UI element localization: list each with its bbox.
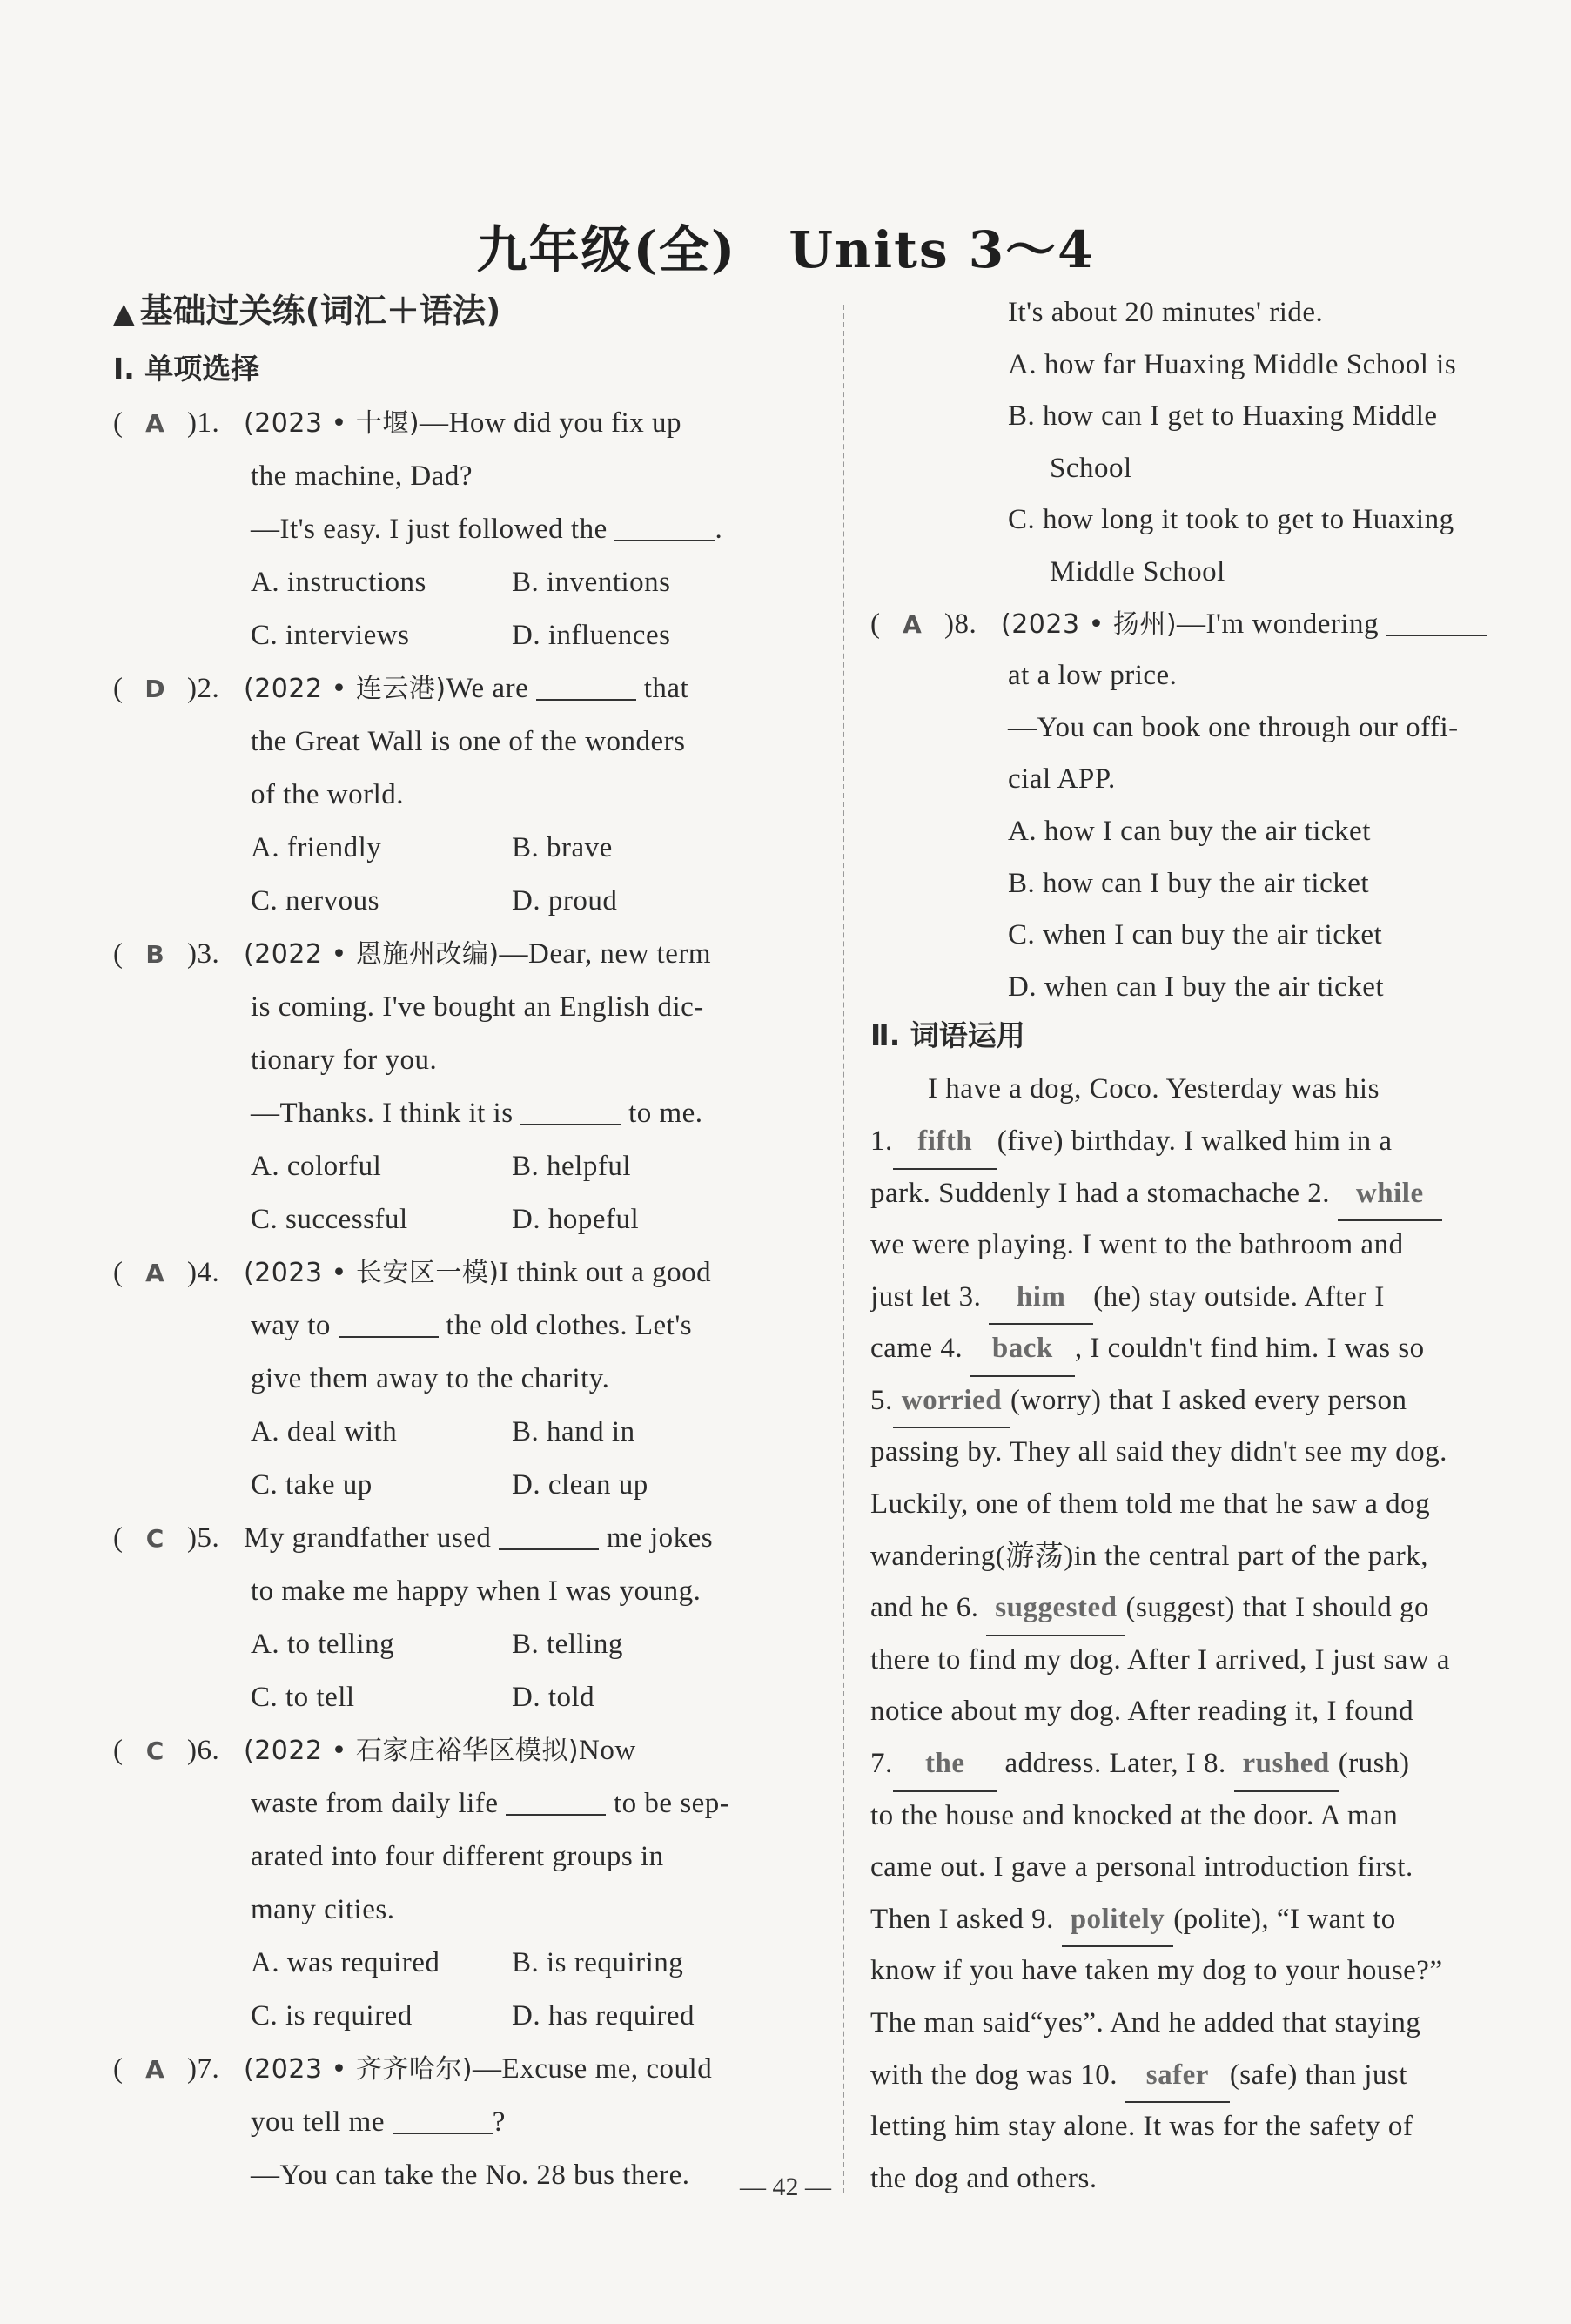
option-d: D. told xyxy=(512,1682,595,1713)
question-text: —Thanks. I think it is xyxy=(251,1098,514,1129)
left-column xyxy=(113,287,809,2202)
question-text: —It's easy. I just followed the xyxy=(251,514,608,545)
option-d: D. clean up xyxy=(512,1469,648,1501)
answer-bracket: ( B )3. xyxy=(113,928,244,981)
question-text: —Excuse me, could xyxy=(473,2053,713,2085)
answer-bracket: ( A )8. xyxy=(870,599,1001,651)
question-3 xyxy=(113,928,809,1246)
question-8 xyxy=(870,599,1558,1014)
question-number: 5. xyxy=(197,1522,220,1554)
passage-line: 1. fifth (five) birthday. I walked him in a xyxy=(870,1116,1558,1168)
passage-line: there to find my dog. After I arrived, I just saw a xyxy=(870,1643,1451,1676)
question-text: cial APP. xyxy=(1008,763,1116,796)
passage-line: to the house and knocked at the door. A man xyxy=(870,1799,1399,1831)
question-text: —How did you fix up xyxy=(420,407,682,439)
answer-letter: A xyxy=(903,609,923,639)
answer-letter: C xyxy=(145,1736,164,1765)
option-b: B. helpful xyxy=(512,1151,631,1182)
question-text: at a low price. xyxy=(1008,660,1178,692)
passage-line: and he 6. suggested (suggest) that I should go xyxy=(870,1582,1558,1635)
filled-blank-10: safer xyxy=(1125,2050,1230,2104)
question-text: that xyxy=(643,673,689,704)
answer-bracket: ( C )5. xyxy=(113,1512,244,1565)
filled-blank-4: back xyxy=(970,1323,1075,1377)
question-text: waste from daily life xyxy=(251,1788,499,1819)
answer-blank xyxy=(536,669,636,701)
answer-blank xyxy=(393,2103,493,2134)
passage-line: park. Suddenly I had a stomachache 2. while xyxy=(870,1168,1558,1220)
passage-line: 5. worried (worry) that I asked every person xyxy=(870,1375,1558,1427)
question-6 xyxy=(113,1724,809,2043)
question-text: many cities. xyxy=(251,1894,395,1925)
filled-blank-8: rushed xyxy=(1234,1738,1339,1792)
triangle-icon: ▲ xyxy=(113,296,135,329)
passage-line: the dog and others. xyxy=(870,2162,1098,2194)
answer-letter: B xyxy=(145,940,165,969)
question-source: (2023 • 齐齐哈尔) xyxy=(244,2054,473,2085)
question-1 xyxy=(113,397,809,662)
answer-letter: A xyxy=(145,409,165,438)
option-a: A. how far Huaxing Middle School is xyxy=(1008,348,1457,380)
answer-bracket: ( A )1. xyxy=(113,397,244,450)
option-b: B. brave xyxy=(512,832,613,863)
answer-blank xyxy=(1386,605,1487,636)
question-text: to me. xyxy=(628,1098,703,1129)
option-c: C. nervous xyxy=(251,885,379,917)
filled-blank-3: him xyxy=(989,1272,1093,1326)
question-text: the old clothes. Let's xyxy=(446,1310,693,1341)
option-b: B. is requiring xyxy=(512,1947,684,1978)
option-c-cont: Middle School xyxy=(1050,555,1225,588)
part1-heading: Ⅰ. 单项选择 xyxy=(113,352,260,386)
question-source: (2023 • 扬州) xyxy=(1001,608,1178,640)
option-c: C. interviews xyxy=(251,620,410,651)
option-a: A. friendly xyxy=(251,832,382,863)
section-heading xyxy=(113,287,809,334)
page-number: — 42 — xyxy=(740,2173,831,2201)
answer-letter: A xyxy=(145,2055,165,2084)
passage-line: with the dog was 10. safer (safe) than just xyxy=(870,2050,1558,2102)
passage-line: know if you have taken my dog to your house?” xyxy=(870,1955,1443,1987)
question-text: to make me happy when I was young. xyxy=(251,1575,702,1607)
passage-line: letting him stay alone. It was for the safety of xyxy=(870,2111,1413,2143)
question-text: —Dear, new term xyxy=(499,938,712,970)
question-number: 1. xyxy=(197,407,220,439)
question-number: 6. xyxy=(197,1735,220,1766)
filled-blank-5: worried xyxy=(893,1375,1010,1429)
filled-blank-9: politely xyxy=(1062,1894,1174,1948)
option-b: B. how can I buy the air ticket xyxy=(1008,867,1370,899)
question-text: . xyxy=(715,514,723,545)
option-d: D. influences xyxy=(512,620,671,651)
question-text: —You can take the No. 28 bus there. xyxy=(251,2159,690,2191)
question-text: Now xyxy=(579,1735,636,1766)
option-b: B. how can I get to Huaxing Middle xyxy=(1008,400,1438,433)
answer-blank xyxy=(506,1784,606,1816)
option-a: A. was required xyxy=(251,1947,440,1978)
option-a: A. how I can buy the air ticket xyxy=(1008,815,1371,847)
question-text: —You can book one through our offi- xyxy=(1008,711,1459,743)
question-4 xyxy=(113,1246,809,1512)
option-a: A. instructions xyxy=(251,567,426,598)
question-text: way to xyxy=(251,1310,331,1341)
page-title: 九年级(全) Units 3～4 xyxy=(476,220,1095,279)
question-number: 4. xyxy=(197,1257,220,1288)
option-b: B. telling xyxy=(512,1629,623,1660)
question-2 xyxy=(113,662,809,928)
question-number: 2. xyxy=(197,673,220,704)
column-divider xyxy=(843,305,844,2193)
filled-blank-6: suggested xyxy=(986,1582,1125,1636)
question-text: ? xyxy=(492,2106,506,2138)
passage-line: 7. the address. Later, I 8. rushed (rush) xyxy=(870,1738,1558,1790)
question-text: is coming. I've bought an English dic- xyxy=(251,991,704,1023)
option-c: C. successful xyxy=(251,1204,408,1235)
question-text: give them away to the charity. xyxy=(251,1363,610,1394)
question-text: We are xyxy=(446,673,529,704)
passage-line: Then I asked 9. politely (polite), “I want to xyxy=(870,1894,1558,1946)
passage-line: we were playing. I went to the bathroom and xyxy=(870,1229,1404,1261)
part2-heading: Ⅱ. 词语运用 xyxy=(870,1018,1025,1053)
option-d: D. has required xyxy=(512,2000,695,2032)
answer-bracket: ( A )7. xyxy=(113,2043,244,2096)
option-c: C. is required xyxy=(251,2000,413,2032)
filled-blank-2: while xyxy=(1338,1168,1442,1222)
answer-letter: D xyxy=(144,675,166,703)
answer-letter: A xyxy=(145,1259,165,1287)
question-source: (2022 • 石家庄裕华区模拟) xyxy=(244,1736,580,1766)
passage-line: passing by. They all said they didn't see my dog. xyxy=(870,1436,1447,1468)
passage-line: came out. I gave a personal introduction first. xyxy=(870,1851,1413,1884)
section-heading-text: 基础过关练(词汇＋语法) xyxy=(139,292,501,330)
question-text: of the world. xyxy=(251,779,405,810)
question-text: me jokes xyxy=(606,1522,714,1554)
question-text: to be sep- xyxy=(614,1788,730,1819)
answer-bracket: ( D )2. xyxy=(113,662,244,715)
passage-line: notice about my dog. After reading it, I found xyxy=(870,1696,1414,1728)
question-5 xyxy=(113,1512,809,1724)
question-text: My grandfather used xyxy=(244,1522,492,1554)
question-text: It's about 20 minutes' ride. xyxy=(1008,297,1324,328)
filled-blank-1: fifth xyxy=(893,1116,997,1170)
passage-line: Luckily, one of them told me that he saw a dog xyxy=(870,1488,1431,1521)
question-source: (2023 • 十堰) xyxy=(244,408,420,439)
passage xyxy=(870,1064,1558,2202)
option-c: C. to tell xyxy=(251,1682,355,1713)
question-text: —I'm wondering xyxy=(1177,608,1380,640)
option-a: A. colorful xyxy=(251,1151,382,1182)
answer-blank xyxy=(520,1094,621,1125)
answer-blank xyxy=(499,1519,599,1550)
question-text: tionary for you. xyxy=(251,1044,438,1076)
option-a: A. deal with xyxy=(251,1416,398,1447)
option-b: B. hand in xyxy=(512,1416,635,1447)
passage-line: The man said“yes”. And he added that staying xyxy=(870,2007,1421,2039)
answer-blank xyxy=(614,510,715,541)
answer-bracket: ( C )6. xyxy=(113,1724,244,1777)
passage-line: I have a dog, Coco. Yesterday was his xyxy=(928,1073,1380,1105)
option-a: A. to telling xyxy=(251,1629,395,1660)
question-source: (2022 • 连云港) xyxy=(244,674,446,704)
answer-blank xyxy=(339,1306,439,1338)
option-c: C. how long it took to get to Huaxing xyxy=(1008,504,1454,536)
option-d: D. proud xyxy=(512,885,618,917)
option-b-cont: School xyxy=(1050,452,1132,484)
passage-line: just let 3. him (he) stay outside. After I xyxy=(870,1272,1558,1324)
question-text: arated into four different groups in xyxy=(251,1841,664,1872)
question-text: you tell me xyxy=(251,2106,385,2138)
question-source: (2022 • 恩施州改编) xyxy=(244,939,500,970)
option-c: C. when I can buy the air ticket xyxy=(1008,919,1383,951)
option-d: D. hopeful xyxy=(512,1204,640,1235)
question-source: (2023 • 长安区一模) xyxy=(244,1258,500,1288)
option-b: B. inventions xyxy=(512,567,671,598)
answer-letter: C xyxy=(145,1524,164,1553)
question-text: the machine, Dad? xyxy=(251,460,473,492)
question-number: 7. xyxy=(197,2053,220,2085)
filled-blank-7: the xyxy=(893,1738,997,1792)
question-text: I think out a good xyxy=(499,1257,712,1288)
right-column xyxy=(870,287,1558,2202)
option-d: D. when can I buy the air ticket xyxy=(1008,971,1385,1003)
question-number: 8. xyxy=(954,608,977,640)
option-c: C. take up xyxy=(251,1469,373,1501)
answer-bracket: ( A )4. xyxy=(113,1246,244,1300)
question-text: the Great Wall is one of the wonders xyxy=(251,726,686,757)
question-number: 3. xyxy=(197,938,220,970)
passage-line: wandering(游荡)in the central part of the park, xyxy=(870,1540,1429,1572)
passage-line: came 4. back , I couldn't find him. I was so xyxy=(870,1323,1558,1375)
